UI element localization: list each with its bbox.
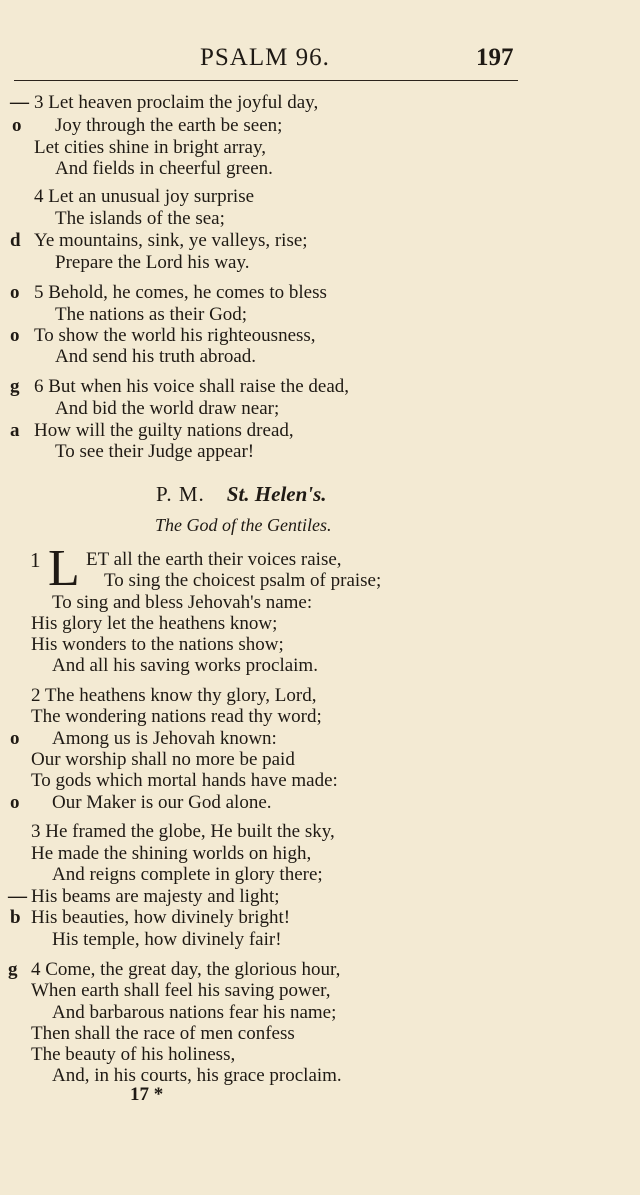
verse-line: To show the world his righteousness, — [34, 325, 316, 346]
drop-cap: L — [48, 540, 80, 597]
verse-line: His beams are majesty and light; — [31, 886, 280, 907]
verse-line: Prepare the Lord his way. — [55, 252, 250, 273]
margin-mark: a — [10, 420, 20, 441]
verse-line: When earth shall feel his saving power, — [31, 980, 331, 1001]
verse-line: How will the guilty nations dread, — [34, 420, 294, 441]
verse-line: The islands of the sea; — [55, 208, 225, 229]
verse-line: Our Maker is our God alone. — [52, 792, 272, 813]
verse-line: His glory let the heathens know; — [31, 613, 278, 634]
verse-line: Joy through the earth be seen; — [55, 115, 283, 136]
verse-line: And all his saving works proclaim. — [52, 655, 318, 676]
margin-mark: o — [10, 728, 20, 749]
margin-mark: — — [10, 92, 29, 113]
verse-line: 4 Let an unusual joy surprise — [34, 186, 255, 207]
stanza-number: 1 — [30, 548, 41, 572]
margin-mark: o — [10, 282, 20, 303]
verse-line: The wondering nations read thy word; — [31, 706, 322, 727]
meter-label: P. M. — [156, 482, 205, 506]
hymn-heading — [156, 482, 327, 507]
verse-line: His wonders to the nations show; — [31, 634, 284, 655]
running-title: PSALM 96. — [200, 44, 330, 71]
hymn-subtitle: The God of the Gentiles. — [155, 515, 332, 535]
verse-line: To gods which mortal hands have made: — [31, 770, 338, 791]
verse-line: 4 Come, the great day, the glorious hour, — [31, 959, 341, 980]
margin-mark: — — [8, 886, 27, 907]
verse-line: The beauty of his holiness, — [31, 1044, 236, 1065]
verse-line: To sing and bless Jehovah's name: — [52, 592, 313, 613]
page-header — [0, 44, 640, 74]
margin-mark: g — [10, 376, 20, 397]
margin-mark: o — [12, 115, 22, 136]
verse-line: 3 He framed the globe, He built the sky, — [31, 821, 335, 842]
verse-line: 6 But when his voice shall raise the dead, — [34, 376, 350, 397]
verse-line: To sing the choicest psalm of praise; — [104, 570, 382, 591]
verse-line: And barbarous nations fear his name; — [52, 1002, 337, 1023]
verse-line: His temple, how divinely fair! — [52, 929, 282, 950]
verse-line: Among us is Jehovah known: — [52, 728, 277, 749]
signature-mark: 17 * — [130, 1084, 164, 1105]
verse-line: ET all the earth their voices raise, — [86, 549, 342, 570]
page-number: 197 — [476, 44, 514, 71]
verse-line: His beauties, how divinely bright! — [31, 907, 291, 928]
verse-line: Our worship shall no more be paid — [31, 749, 295, 770]
verse-line: Then shall the race of men confess — [31, 1023, 295, 1044]
verse-line: He made the shining worlds on high, — [31, 843, 312, 864]
verse-line: Ye mountains, sink, ye valleys, rise; — [34, 230, 308, 251]
margin-mark: o — [10, 325, 20, 346]
margin-mark: g — [8, 959, 18, 980]
verse-line: And fields in cheerful green. — [55, 158, 273, 179]
margin-mark: d — [10, 230, 21, 251]
tune-name: St. Helen's. — [226, 482, 327, 506]
margin-mark: o — [10, 792, 20, 813]
verse-line: To see their Judge appear! — [55, 441, 255, 462]
verse-line: Let cities shine in bright array, — [34, 137, 266, 158]
verse-line: And bid the world draw near; — [55, 398, 280, 419]
verse-line: And send his truth abroad. — [55, 346, 257, 367]
margin-mark: b — [10, 907, 21, 928]
verse-line: 3 Let heaven proclaim the joyful day, — [34, 92, 319, 113]
verse-line: 2 The heathens know thy glory, Lord, — [31, 685, 317, 706]
verse-line: The nations as their God; — [55, 304, 248, 325]
verse-line: And reigns complete in glory there; — [52, 864, 323, 885]
verse-line: 5 Behold, he comes, he comes to bless — [34, 282, 327, 303]
header-rule — [14, 80, 518, 81]
verse-line: And, in his courts, his grace proclaim. — [52, 1065, 342, 1086]
